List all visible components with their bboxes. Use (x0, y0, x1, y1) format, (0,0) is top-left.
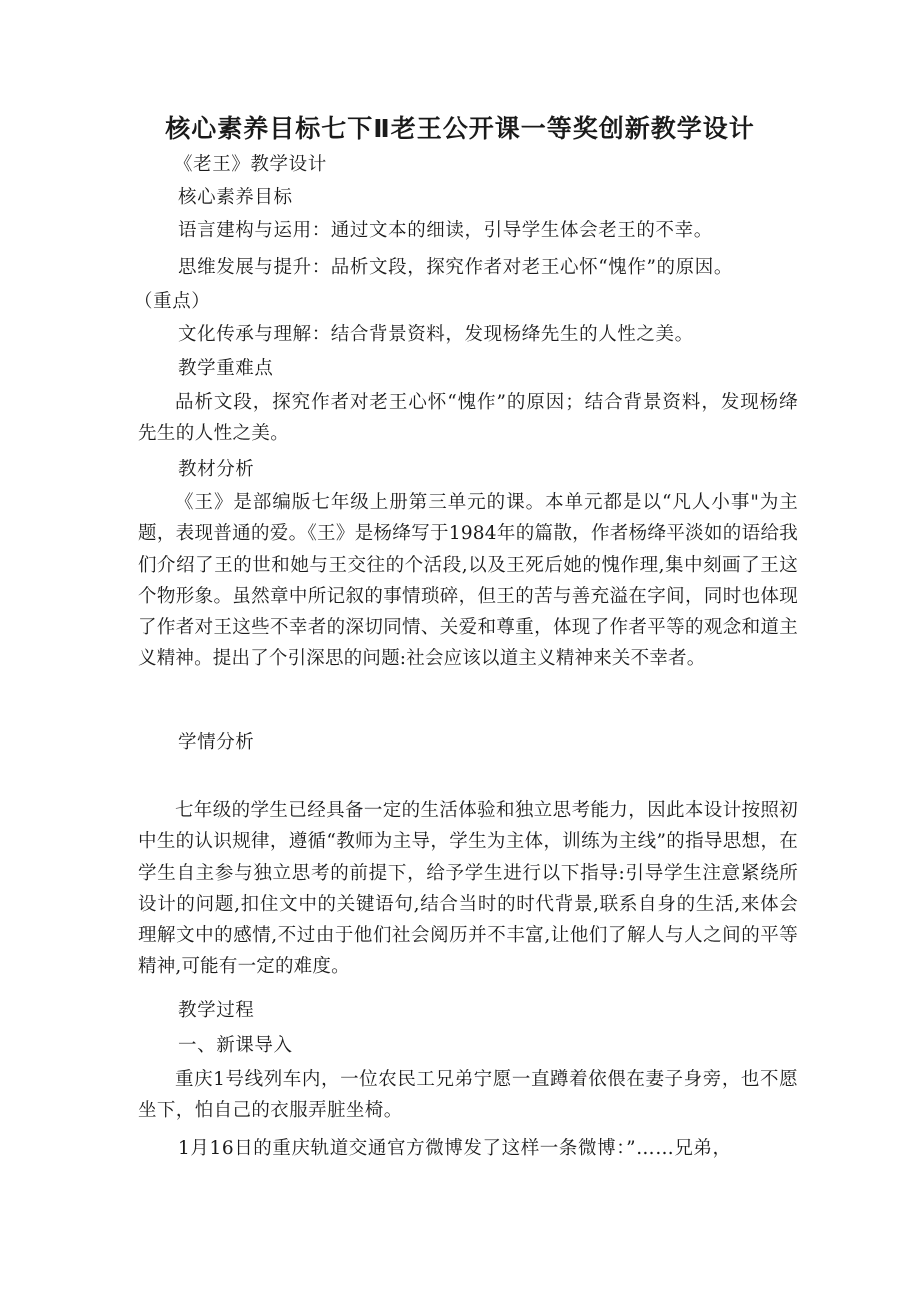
process-paragraph-2: 1月16日的重庆轨道交通官方微博发了这样一条微博：”……兄弟， (178, 1138, 732, 1159)
goal-thinking: 思维发展与提升：品析文段，探究作者对老王心怀“愧作”的原因。 (178, 257, 733, 278)
goal-language: 语言建构与运用：通过文本的细读，引导学生体会老王的不幸。 (178, 220, 713, 241)
textbook-analysis-heading: 教材分析 (178, 459, 255, 480)
subtitle: 《老王》教学设计 (174, 154, 327, 175)
difficulties-text: 品析文段，探究作者对老王心怀“愧作”的原因；结合背景资料，发现杨绛先生的人性之美。 (138, 392, 798, 445)
goal-thinking-key-mark: （重点） (134, 291, 211, 312)
goals-heading: 核心素养目标 (178, 187, 293, 208)
process-paragraph-1: 重庆1号线列车内，一位农民工兄弟宁愿一直蹲着依偎在妻子身旁，也不愿坐下，怕自己的衣服弄脏坐椅。 (138, 1069, 798, 1122)
document-title: 核心素养目标七下Ⅱ老王公开课一等奖创新教学设计 (165, 114, 755, 143)
student-analysis-heading: 学情分析 (178, 732, 255, 753)
difficulties-heading: 教学重难点 (178, 358, 274, 379)
textbook-analysis-text: 《王》是部编版七年级上册第三单元的课。本单元都是以“凡人小事"为主题，表现普通的爱。《王》是杨绛写于1984年的篇散，作者杨绛平淡如的语给我们介绍了王的世和她与王交往的个活段,以及王死后她的愧作理,集中刻画了王这个物形象。虽然章中所记叙的事情琐碎，但王的苦与善充溢在字间，同时也体现了作者对王这些不幸者的深切同情、关爱和尊重，体现了作者平等的观念和道主义精神。提出了个引深思的问题:社会应该以道主义精神来关不幸者。 (138, 492, 798, 670)
section-new-lesson: 一、新课导入 (178, 1035, 293, 1056)
goal-culture: 文化传承与理解：结合背景资料，发现杨绛先生的人性之美。 (178, 324, 694, 345)
process-heading: 教学过程 (178, 1000, 255, 1021)
student-analysis-text: 七年级的学生已经具备一定的生活体验和独立思考能力，因此本设计按照初中生的认识规律，遵循“教师为主导，学生为主体，训练为主线”的指导思想，在学生自主参与独立思考的前提下，给予学生进行以下指导:引导学生注意紧绕所设计的问题,扣住文中的关键语句,结合当时的时代背景,联系自身的生活,来体会理解文中的感情,不过由于他们社会阅历并不丰富,让他们了解人与人之间的平等精神,可能有一定的难度。 (138, 800, 798, 978)
